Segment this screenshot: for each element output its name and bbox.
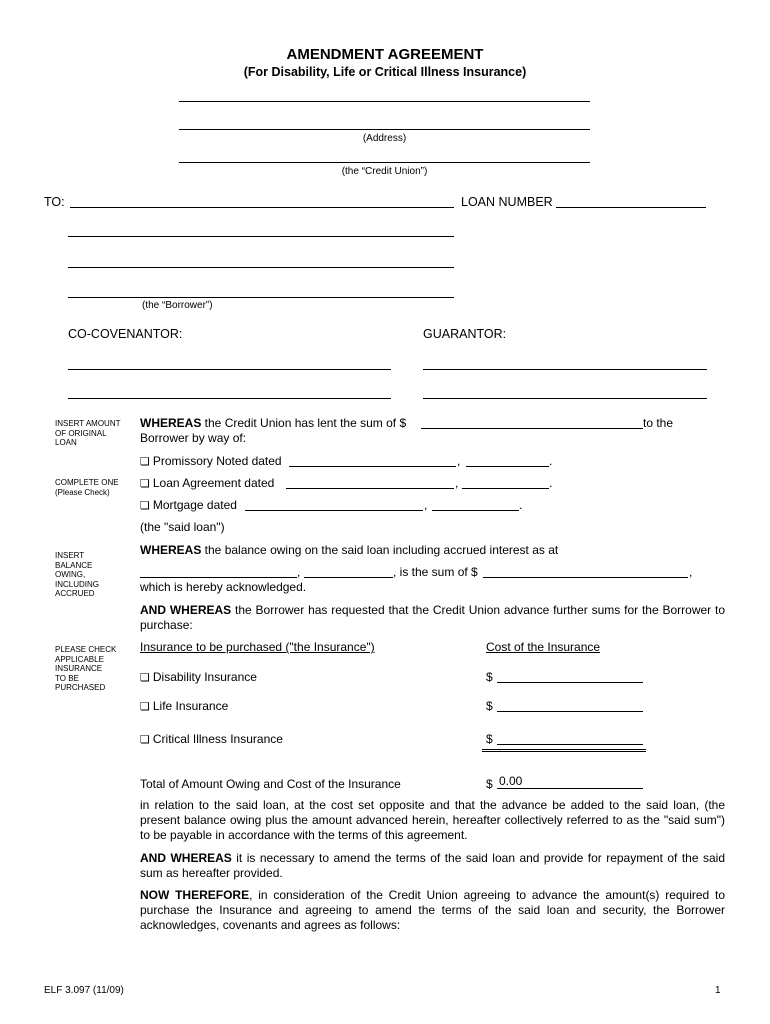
total-currency: $ bbox=[486, 777, 493, 791]
insurance-option-critical[interactable] bbox=[140, 732, 283, 746]
document-subtitle: (For Disability, Life or Critical Illness Insurance) bbox=[243, 65, 527, 79]
original-loan-amount-line[interactable] bbox=[421, 428, 643, 429]
option-loan-agreement-label: Loan Agreement dated bbox=[152, 476, 275, 490]
loan-number-label: LOAN NUMBER bbox=[461, 195, 553, 209]
relation-paragraph: in relation to the said loan, at the cost set opposite and that the advance be added to the said loan, (the present balance owing plus the amount advanced herein, hereafter collectively referred to as the "said sum") to be payable in accordance with the terms of this agreement. bbox=[140, 798, 725, 842]
borrower-caption: (the “Borrower”) bbox=[142, 300, 213, 311]
loan-agreement-comma: , bbox=[455, 476, 459, 490]
option-promissory-label: Promissory Noted dated bbox=[152, 454, 282, 468]
promissory-comma: , bbox=[457, 454, 461, 468]
now-therefore-paragraph bbox=[140, 888, 725, 933]
life-cost-line[interactable] bbox=[497, 711, 643, 712]
option-loan-agreement[interactable] bbox=[140, 476, 274, 490]
whereas-4-text: it is necessary to amend the terms of the said loan and provide for repayment of the said sum as hereafter provided. bbox=[140, 851, 725, 880]
borrower-line-1[interactable] bbox=[68, 236, 454, 237]
critical-cost-line[interactable] bbox=[497, 744, 643, 745]
checkbox-icon[interactable]: ❏ bbox=[140, 477, 150, 490]
mortgage-year-line[interactable] bbox=[432, 510, 519, 511]
whereas-3-paragraph bbox=[140, 603, 725, 633]
whereas-3-bold: AND WHEREAS bbox=[140, 603, 232, 617]
total-value[interactable]: 0.00 bbox=[499, 774, 523, 788]
whereas-1-line2: Borrower by way of: bbox=[140, 431, 247, 445]
option-mortgage-label: Mortgage dated bbox=[152, 498, 237, 512]
checkbox-icon[interactable]: ❏ bbox=[140, 499, 150, 512]
to-name-line[interactable] bbox=[70, 207, 454, 208]
cost-column-header: Cost of the Insurance bbox=[486, 640, 601, 654]
whereas-1-bold: WHEREAS bbox=[140, 416, 202, 430]
life-currency: $ bbox=[486, 699, 493, 713]
guarantor-line-1[interactable] bbox=[423, 369, 707, 370]
whereas-3-text: the Borrower has requested that the Credit Union advance further sums for the Borrower to purchase: bbox=[140, 603, 726, 632]
balance-amount-line[interactable] bbox=[483, 577, 688, 578]
loan-agreement-year-line[interactable] bbox=[462, 488, 549, 489]
said-loan-caption: (the "said loan") bbox=[140, 520, 225, 534]
balance-year-line[interactable] bbox=[304, 577, 393, 578]
insurance-option-disability-label: Disability Insurance bbox=[152, 670, 257, 684]
borrower-line-3[interactable] bbox=[68, 297, 454, 298]
loan-agreement-period: . bbox=[549, 476, 553, 490]
checkbox-icon[interactable]: ❏ bbox=[140, 671, 150, 684]
insurance-option-life[interactable] bbox=[140, 699, 228, 713]
margin-note-insert-balance: INSERT BALANCE OWING, INCLUDING ACCRUED bbox=[55, 551, 100, 598]
checkbox-icon[interactable]: ❏ bbox=[140, 700, 150, 713]
mortgage-date-line[interactable] bbox=[245, 510, 423, 511]
margin-note-please-check: PLEASE CHECK APPLICABLE INSURANCE TO BE PURCHASED bbox=[55, 645, 117, 692]
guarantor-line-2[interactable] bbox=[423, 398, 707, 399]
whereas-1-to-the: to the bbox=[643, 416, 674, 430]
cocovenantor-line-1[interactable] bbox=[68, 369, 391, 370]
balance-sum-of: , is the sum of $ bbox=[393, 565, 478, 579]
now-therefore-text: , in consideration of the Credit Union agreeing to advance the amount(s) required to purchase the Insurance and agreeing to amend the terms of the said loan and security, the Borrower acknowledges, covenants and agrees as follows: bbox=[140, 888, 726, 932]
balance-acknowledged: which is hereby acknowledged. bbox=[140, 580, 307, 594]
whereas-2-line bbox=[140, 543, 558, 557]
option-promissory[interactable] bbox=[140, 454, 282, 468]
whereas-4-bold: AND WHEREAS bbox=[140, 851, 232, 865]
promissory-year-line[interactable] bbox=[466, 466, 549, 467]
balance-trailing-comma: , bbox=[689, 565, 693, 579]
option-mortgage[interactable] bbox=[140, 498, 237, 512]
address-caption: (Address) bbox=[362, 133, 407, 144]
checkbox-icon[interactable]: ❏ bbox=[140, 733, 150, 746]
margin-note-insert-amount: INSERT AMOUNT OF ORIGINAL LOAN bbox=[55, 419, 121, 447]
insurance-option-life-label: Life Insurance bbox=[152, 699, 229, 713]
whereas-1-line bbox=[140, 416, 406, 430]
promissory-date-line[interactable] bbox=[289, 466, 456, 467]
form-code: ELF 3.097 (11/09) bbox=[44, 985, 124, 996]
disability-cost-line[interactable] bbox=[497, 682, 643, 683]
critical-currency: $ bbox=[486, 732, 493, 746]
subtotal-double-rule bbox=[482, 749, 646, 752]
total-line bbox=[497, 788, 643, 789]
borrower-line-2[interactable] bbox=[68, 267, 454, 268]
mortgage-comma: , bbox=[424, 498, 428, 512]
whereas-2-bold: WHEREAS bbox=[140, 543, 202, 557]
promissory-period: . bbox=[549, 454, 553, 468]
credit-union-line[interactable] bbox=[179, 162, 590, 163]
now-therefore-bold: NOW THEREFORE bbox=[140, 888, 250, 902]
whereas-1-text: the Credit Union has lent the sum of $ bbox=[201, 416, 407, 430]
insurance-option-critical-label: Critical Illness Insurance bbox=[152, 732, 283, 746]
to-label: TO: bbox=[44, 195, 65, 209]
checkbox-icon[interactable]: ❏ bbox=[140, 455, 150, 468]
margin-note-complete-one: COMPLETE ONE (Please Check) bbox=[55, 478, 119, 497]
disability-currency: $ bbox=[486, 670, 493, 684]
credit-union-caption: (the “Credit Union”) bbox=[341, 166, 428, 177]
insurance-column-header: Insurance to be purchased ("the Insurance") bbox=[140, 640, 375, 654]
credit-union-name-line[interactable] bbox=[179, 101, 590, 102]
balance-comma: , bbox=[297, 565, 301, 579]
guarantor-label: GUARANTOR: bbox=[423, 327, 507, 341]
whereas-4-paragraph bbox=[140, 851, 725, 881]
credit-union-address-line[interactable] bbox=[179, 129, 590, 130]
loan-agreement-date-line[interactable] bbox=[286, 488, 454, 489]
whereas-2-text: the balance owing on the said loan including accrued interest as at bbox=[201, 543, 559, 557]
total-label: Total of Amount Owing and Cost of the Insurance bbox=[140, 777, 401, 791]
cocovenantor-label: CO-COVENANTOR: bbox=[68, 327, 183, 341]
mortgage-period: . bbox=[519, 498, 523, 512]
balance-date-line[interactable] bbox=[140, 577, 297, 578]
document-title: AMENDMENT AGREEMENT bbox=[286, 46, 484, 63]
page-number: 1 bbox=[715, 985, 721, 996]
cocovenantor-line-2[interactable] bbox=[68, 398, 391, 399]
insurance-option-disability[interactable] bbox=[140, 670, 257, 684]
loan-number-line[interactable] bbox=[556, 207, 706, 208]
